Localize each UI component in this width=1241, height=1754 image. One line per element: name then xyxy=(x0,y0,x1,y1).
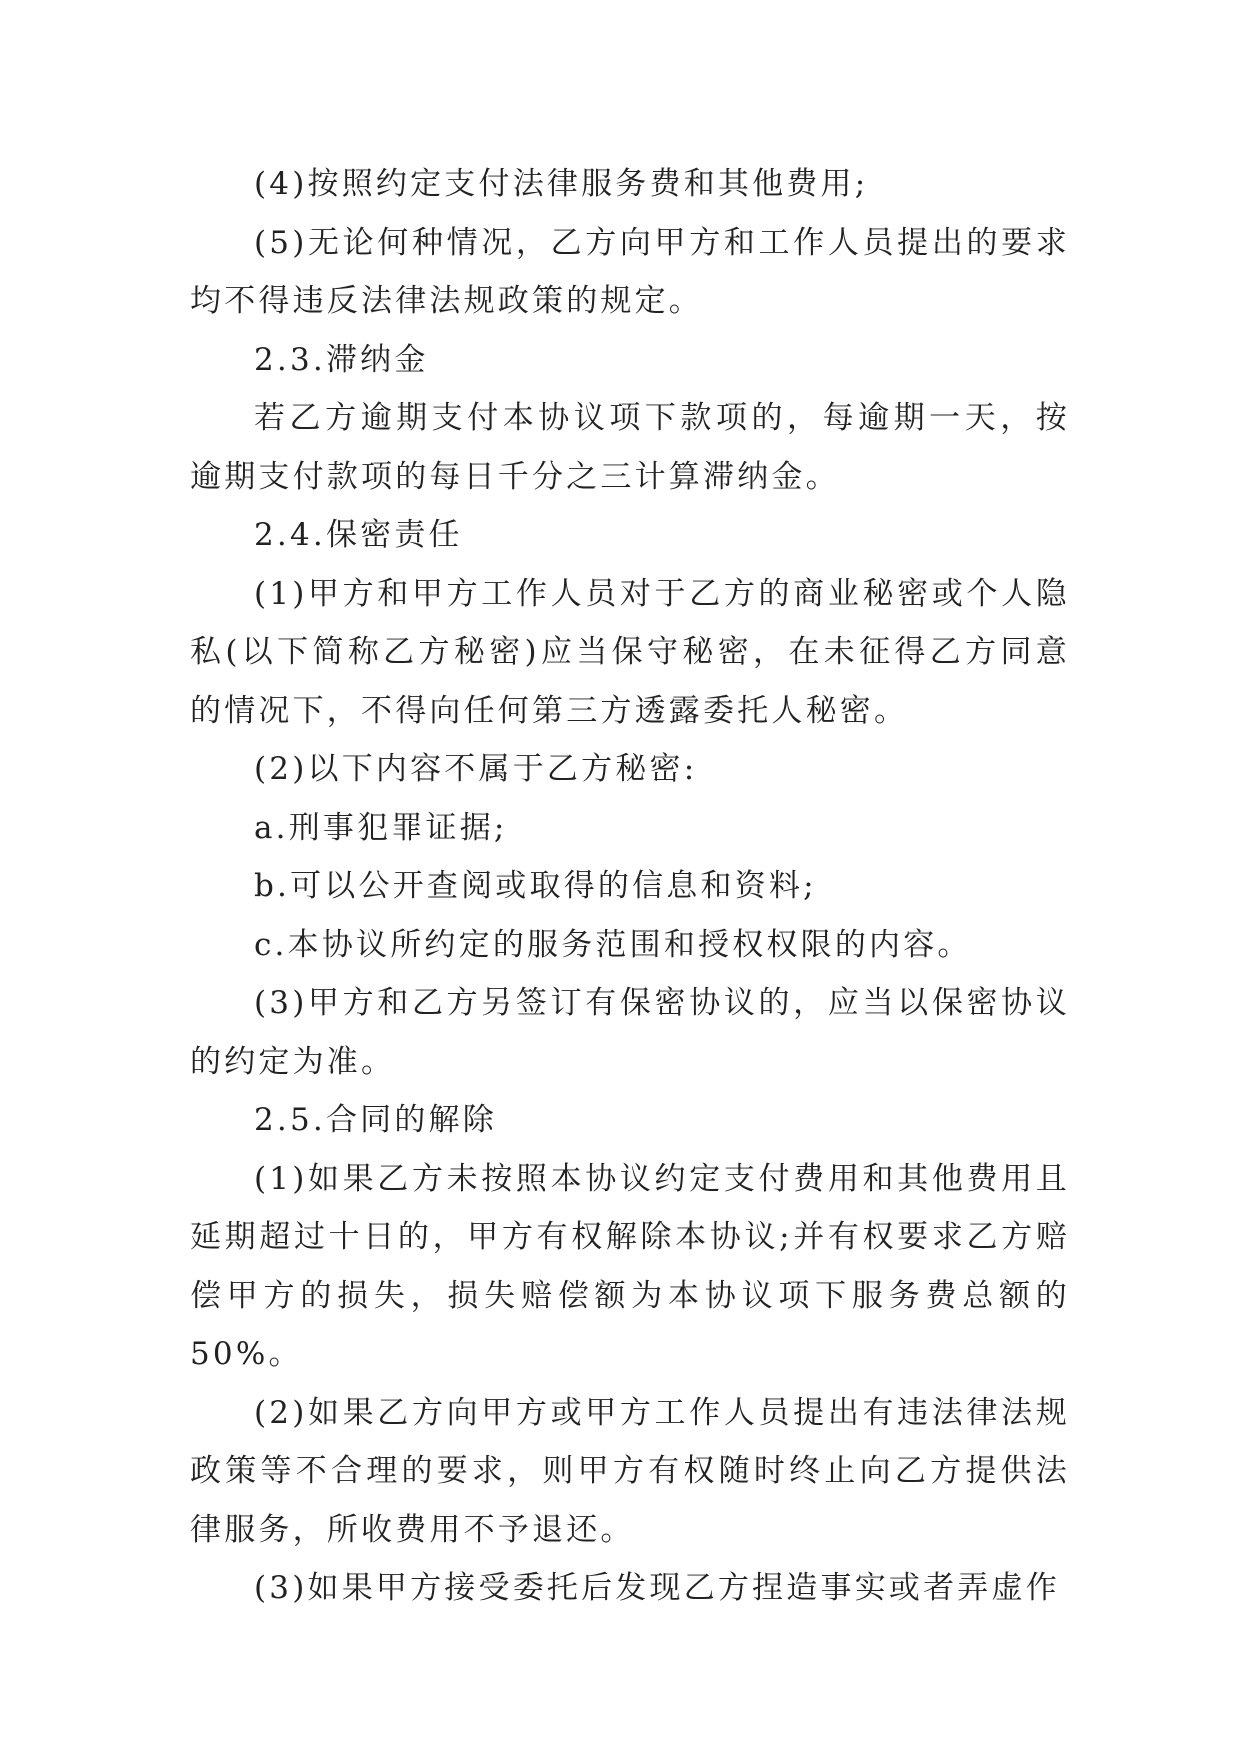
paragraph-separate-nda: (3)甲方和乙方另签订有保密协议的，应当以保密协议的约定为准。 xyxy=(190,985,1070,1080)
list-item-criminal-evidence: a.刑事犯罪证据; xyxy=(254,809,508,846)
section-heading-late-fee: 2.3.滞纳金 xyxy=(254,341,429,378)
paragraph-lawful-requests: (5)无论何种情况，乙方向甲方和工作人员提出的要求均不得违反法律法规政策的规定。 xyxy=(190,224,1070,319)
paragraph-not-secret-intro: (2)以下内容不属于乙方秘密: xyxy=(254,751,698,787)
paragraph-payment-obligation: (4)按照约定支付法律服务费和其他费用; xyxy=(254,166,869,202)
section-heading-termination: 2.5.合同的解除 xyxy=(254,1102,497,1138)
list-item-public-information: b.可以公开查阅或取得的信息和资料; xyxy=(254,868,817,904)
paragraph-termination-fabrication: (3)如果甲方接受委托后发现乙方捏造事实或者弄虚作 xyxy=(254,1570,1060,1606)
paragraph-late-fee: 若乙方逾期支付本协议项下款项的，每逾期一天，按逾期支付款项的每日千分之三计算滞纳金。 xyxy=(190,400,1070,495)
list-item-service-scope: c.本协议所约定的服务范围和授权权限的内容。 xyxy=(254,926,972,963)
paragraph-termination-unlawful-requests: (2)如果乙方向甲方或甲方工作人员提出有违法律法规政策等不合理的要求，则甲方有权随时终止向乙方提供法律服务，所收费用不予退还。 xyxy=(190,1394,1070,1548)
document-body xyxy=(190,155,1070,1618)
paragraph-confidentiality-duty: (1)甲方和甲方工作人员对于乙方的商业秘密或个人隐私(以下简称乙方秘密)应当保守秘密，在未征得乙方同意的情况下，不得向任何第三方透露委托人秘密。 xyxy=(190,575,1070,729)
paragraph-termination-nonpayment: (1)如果乙方未按照本协议约定支付费用和其他费用且延期超过十日的，甲方有权解除本协议;并有权要求乙方赔偿甲方的损失，损失赔偿额为本协议项下服务费总额的50%。 xyxy=(190,1160,1070,1372)
section-heading-confidentiality: 2.4.保密责任 xyxy=(254,517,463,553)
